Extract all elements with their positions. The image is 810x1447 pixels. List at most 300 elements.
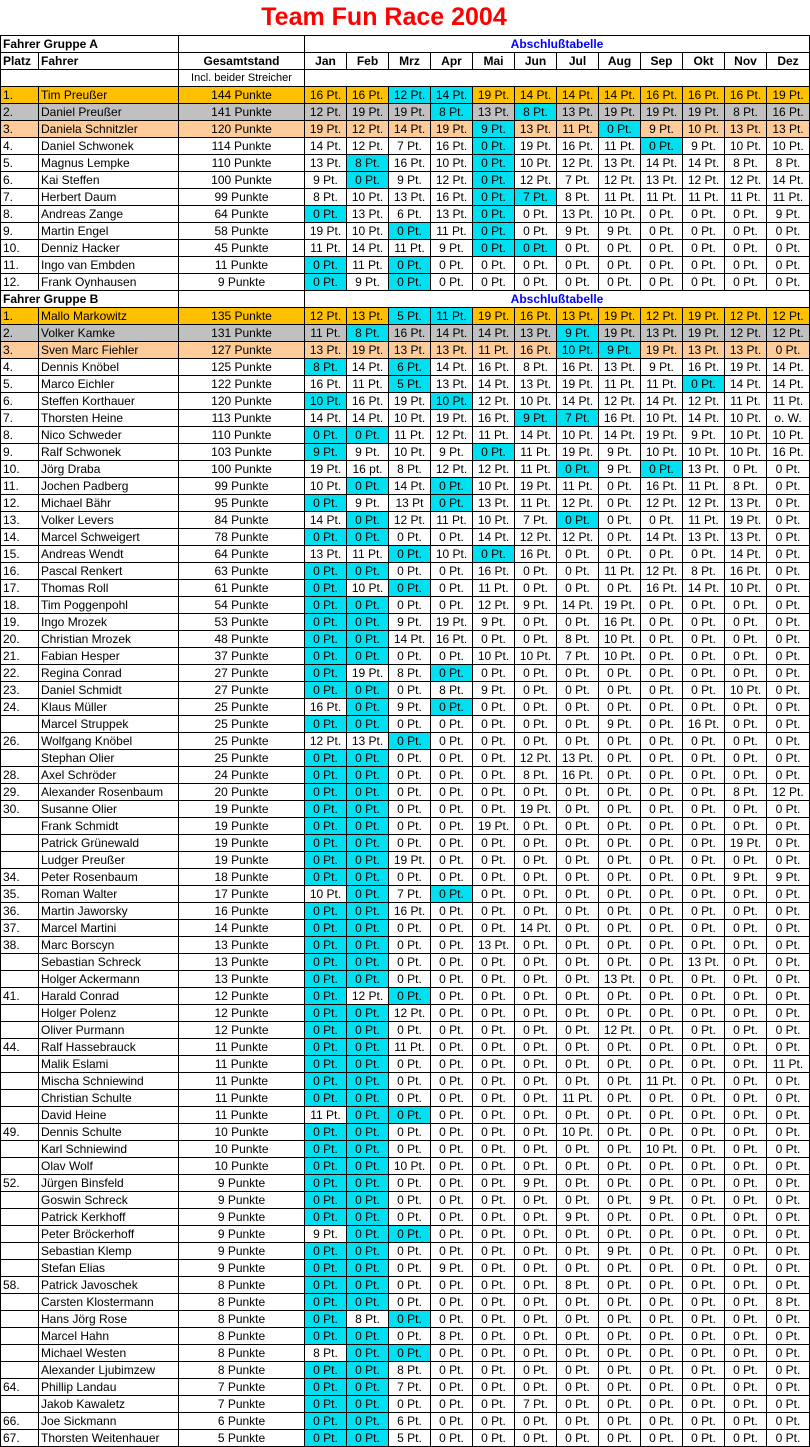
month-points: 0 Pt. — [683, 1005, 725, 1022]
month-points: 13 Pt. — [347, 733, 389, 750]
month-points: 0 Pt. — [641, 223, 683, 240]
table-row — [1, 444, 810, 461]
month-points: 0 Pt. — [305, 631, 347, 648]
month-points: 9 Pt. — [557, 1209, 599, 1226]
month-points: 0 Pt. — [767, 1328, 810, 1345]
total-points: 11 Punkte — [179, 1107, 305, 1124]
month-points: 0 Pt. — [683, 1226, 725, 1243]
month-points: 9 Pt. — [767, 206, 810, 223]
month-points: 12 Pt. — [473, 461, 515, 478]
month-points: 0 Pt. — [305, 597, 347, 614]
month-points: 0 Pt. — [641, 1294, 683, 1311]
driver-name: Andreas Zange — [39, 206, 179, 223]
month-points: 0 Pt. — [305, 1311, 347, 1328]
total-points: 5 Punkte — [179, 1430, 305, 1447]
month-points: 0 Pt. — [599, 1056, 641, 1073]
month-points: 0 Pt. — [473, 1073, 515, 1090]
month-points: 0 Pt. — [767, 1192, 810, 1209]
month-points: 14 Pt. — [473, 529, 515, 546]
month-points: 13 Pt. — [725, 529, 767, 546]
month-points: 0 Pt. — [767, 546, 810, 563]
month-points: 0 Pt. — [641, 1260, 683, 1277]
month-points: 0 Pt. — [305, 257, 347, 274]
rank-cell: 11. — [1, 257, 39, 274]
month-points: 16 Pt. — [767, 444, 810, 461]
total-points: 19 Punkte — [179, 818, 305, 835]
month-points: 0 Pt. — [725, 1243, 767, 1260]
month-points: 13 Pt. — [389, 189, 431, 206]
driver-name: Stefan Elias — [39, 1260, 179, 1277]
month-points: 0 Pt. — [305, 954, 347, 971]
month-points: 0 Pt. — [725, 1039, 767, 1056]
driver-name: Holger Polenz — [39, 1005, 179, 1022]
month-points: 0 Pt. — [473, 257, 515, 274]
month-points: 0 Pt. — [641, 597, 683, 614]
month-points: 11 Pt. — [641, 1073, 683, 1090]
month-points: 0 Pt. — [557, 801, 599, 818]
month-points: 16 Pt. — [431, 631, 473, 648]
month-points: 6 Pt. — [389, 206, 431, 223]
month-points: 0 Pt. — [305, 1192, 347, 1209]
month-points: 9 Pt. — [389, 699, 431, 716]
month-points: 0 Pt. — [431, 818, 473, 835]
month-points: 0 Pt. — [389, 1175, 431, 1192]
month-points: 9 Pt. — [347, 495, 389, 512]
rank-cell: 24. — [1, 699, 39, 716]
month-points: 13 Pt. — [641, 172, 683, 189]
driver-name: Harald Conrad — [39, 988, 179, 1005]
month-points: 0 Pt. — [725, 461, 767, 478]
month-points: 16 Pt. — [557, 359, 599, 376]
rank-cell — [1, 1311, 39, 1328]
group-header-row — [1, 291, 810, 308]
month-points: 0 Pt. — [431, 580, 473, 597]
driver-name: Susanne Olier — [39, 801, 179, 818]
rank-cell: 17. — [1, 580, 39, 597]
month-points: 11 Pt. — [641, 189, 683, 206]
month-points: 16 Pt. — [473, 410, 515, 427]
table-row — [1, 682, 810, 699]
month-points: 0 Pt. — [767, 767, 810, 784]
rank-cell: 49. — [1, 1124, 39, 1141]
table-row — [1, 1362, 810, 1379]
month-points: 0 Pt. — [641, 614, 683, 631]
month-points: 9 Pt. — [347, 444, 389, 461]
driver-name: Stephan Olier — [39, 750, 179, 767]
month-points: 13 Pt. — [557, 750, 599, 767]
month-points: 0 Pt. — [767, 1396, 810, 1413]
month-points: 0 Pt. — [557, 665, 599, 682]
month-points: 0 Pt. — [557, 614, 599, 631]
month-points: 0 Pt. — [431, 1124, 473, 1141]
rank-cell: 9. — [1, 444, 39, 461]
rank-cell: 1. — [1, 87, 39, 104]
rank-cell — [1, 1396, 39, 1413]
month-points: 0 Pt. — [599, 512, 641, 529]
rank-cell: 3. — [1, 342, 39, 359]
month-points: 19 Pt. — [557, 444, 599, 461]
month-points: 9 Pt. — [683, 427, 725, 444]
month-points: 16 Pt. — [557, 767, 599, 784]
month-points: 12 Pt. — [347, 138, 389, 155]
month-points: 7 Pt. — [389, 138, 431, 155]
month-points: 0 Pt. — [767, 1039, 810, 1056]
month-points: 16 Pt. — [305, 87, 347, 104]
streicher-note: Incl. beider Streicher — [179, 70, 305, 87]
month-points: 0 Pt. — [431, 852, 473, 869]
table-row — [1, 1090, 810, 1107]
group-header-spacer — [179, 36, 305, 53]
month-points: 0 Pt. — [389, 1192, 431, 1209]
table-row — [1, 1039, 810, 1056]
month-points: 16 Pt. — [683, 716, 725, 733]
total-points: 12 Punkte — [179, 988, 305, 1005]
month-points: 0 Pt. — [347, 954, 389, 971]
month-points: 0 Pt. — [431, 903, 473, 920]
month-header: Aug — [599, 53, 641, 70]
month-points: 13 Pt. — [683, 954, 725, 971]
month-points: 0 Pt. — [347, 801, 389, 818]
month-points: 0 Pt. — [473, 665, 515, 682]
month-points: 0 Pt. — [725, 1396, 767, 1413]
month-points: 10 Pt. — [431, 546, 473, 563]
month-points: 0 Pt. — [641, 750, 683, 767]
month-points: 0 Pt. — [389, 835, 431, 852]
month-points: 0 Pt. — [599, 495, 641, 512]
month-points: 0 Pt. — [767, 818, 810, 835]
month-points: 0 Pt. — [347, 529, 389, 546]
total-points: 6 Punkte — [179, 1413, 305, 1430]
month-points: 0 Pt. — [599, 1175, 641, 1192]
month-points: 0 Pt. — [515, 563, 557, 580]
month-points: 7 Pt. — [557, 172, 599, 189]
month-points: 0 Pt. — [473, 223, 515, 240]
total-points: 135 Punkte — [179, 308, 305, 325]
month-points: 0 Pt. — [599, 801, 641, 818]
month-points: 12 Pt. — [641, 495, 683, 512]
month-points: 19 Pt. — [389, 852, 431, 869]
month-points: 8 Pt. — [767, 1294, 810, 1311]
month-points: 0 Pt. — [767, 1311, 810, 1328]
month-points: 0 Pt. — [515, 699, 557, 716]
month-points: 0 Pt. — [557, 1192, 599, 1209]
month-points: 19 Pt. — [473, 308, 515, 325]
month-points: 0 Pt. — [599, 1311, 641, 1328]
table-row — [1, 495, 810, 512]
total-points: 7 Punkte — [179, 1396, 305, 1413]
table-row — [1, 529, 810, 546]
month-points: 0 Pt. — [473, 1311, 515, 1328]
month-points: 0 Pt. — [473, 1226, 515, 1243]
month-points: 0 Pt. — [347, 1056, 389, 1073]
month-points: 0 Pt. — [515, 1345, 557, 1362]
total-points: 84 Punkte — [179, 512, 305, 529]
table-row — [1, 903, 810, 920]
month-points: 0 Pt. — [767, 852, 810, 869]
driver-name: Frank Oynhausen — [39, 274, 179, 291]
month-points: 10 Pt. — [347, 189, 389, 206]
month-points: 0 Pt. — [557, 1005, 599, 1022]
month-points: 11 Pt. — [431, 512, 473, 529]
month-points: 7 Pt. — [515, 189, 557, 206]
note-spacer — [1, 70, 179, 87]
month-points: 0 Pt. — [431, 1022, 473, 1039]
total-points: 9 Punkte — [179, 1209, 305, 1226]
month-points: 0 Pt. — [683, 1260, 725, 1277]
month-points: 0 Pt. — [599, 699, 641, 716]
month-points: 0 Pt. — [557, 1413, 599, 1430]
rank-cell: 7. — [1, 410, 39, 427]
rank-cell: 4. — [1, 138, 39, 155]
table-row — [1, 1073, 810, 1090]
month-points: 0 Pt. — [305, 750, 347, 767]
month-points: 0 Pt. — [431, 869, 473, 886]
month-points: 0 Pt. — [641, 648, 683, 665]
month-points: 11 Pt. — [305, 240, 347, 257]
month-points: 0 Pt. — [557, 733, 599, 750]
month-points: 0 Pt. — [725, 1005, 767, 1022]
month-points: 0 Pt. — [305, 682, 347, 699]
month-points: 11 Pt. — [389, 1039, 431, 1056]
month-points: 0 Pt. — [641, 767, 683, 784]
driver-name: Daniela Schnitzler — [39, 121, 179, 138]
total-points: 141 Punkte — [179, 104, 305, 121]
table-row — [1, 274, 810, 291]
month-points: 0 Pt. — [641, 835, 683, 852]
total-points: 64 Punkte — [179, 546, 305, 563]
rank-cell — [1, 1243, 39, 1260]
month-points: 0 Pt. — [305, 801, 347, 818]
month-points: 11 Pt. — [473, 580, 515, 597]
month-points: 7 Pt. — [557, 648, 599, 665]
month-points: 14 Pt. — [767, 172, 810, 189]
month-points: 13 Pt. — [683, 529, 725, 546]
month-points: 8 Pt. — [515, 104, 557, 121]
rank-cell — [1, 1107, 39, 1124]
month-points: 12 Pt. — [515, 172, 557, 189]
month-points: 14 Pt. — [389, 478, 431, 495]
total-points: 110 Punkte — [179, 155, 305, 172]
table-row — [1, 104, 810, 121]
driver-name: Holger Ackermann — [39, 971, 179, 988]
month-points: 0 Pt. — [725, 1022, 767, 1039]
month-points: 0 Pt. — [683, 240, 725, 257]
month-points: 13 Pt. — [473, 104, 515, 121]
rank-cell: 12. — [1, 274, 39, 291]
month-points: 0 Pt. — [389, 1396, 431, 1413]
month-points: 0 Pt. — [431, 1277, 473, 1294]
month-points: 0 Pt. — [431, 1413, 473, 1430]
rank-cell — [1, 1056, 39, 1073]
month-points: 0 Pt. — [725, 1328, 767, 1345]
month-points: 0 Pt. — [557, 1107, 599, 1124]
month-points: 0 Pt. — [683, 852, 725, 869]
driver-name: Thorsten Heine — [39, 410, 179, 427]
month-points: 0 Pt. — [473, 189, 515, 206]
month-points: 0 Pt. — [431, 1192, 473, 1209]
month-points: 0 Pt. — [683, 1175, 725, 1192]
month-points: 0 Pt. — [473, 444, 515, 461]
month-points: 19 Pt. — [347, 665, 389, 682]
month-points: 0 Pt. — [515, 631, 557, 648]
month-points: 0 Pt. — [641, 1056, 683, 1073]
month-points: 0 Pt. — [347, 716, 389, 733]
rank-cell: 6. — [1, 172, 39, 189]
month-points: 0 Pt. — [557, 1311, 599, 1328]
month-points: 8 Pt. — [725, 155, 767, 172]
month-points: 0 Pt. — [557, 1175, 599, 1192]
driver-name: Goswin Schreck — [39, 1192, 179, 1209]
month-points: 0 Pt. — [389, 1277, 431, 1294]
month-points: 9 Pt. — [683, 138, 725, 155]
month-points: 0 Pt. — [515, 1294, 557, 1311]
month-points: 0 Pt. — [389, 750, 431, 767]
month-points: 0 Pt. — [305, 1362, 347, 1379]
month-points: 0 Pt. — [473, 835, 515, 852]
table-row — [1, 410, 810, 427]
month-points: 0 Pt. — [389, 546, 431, 563]
driver-name: Daniel Schwonek — [39, 138, 179, 155]
month-points: 14 Pt. — [431, 325, 473, 342]
month-points: 0 Pt. — [473, 1107, 515, 1124]
total-points: 10 Punkte — [179, 1158, 305, 1175]
month-points: 0 Pt. — [431, 1141, 473, 1158]
month-points: 0 Pt. — [431, 1379, 473, 1396]
month-points: 13 Pt. — [347, 206, 389, 223]
month-points: 0 Pt. — [683, 1141, 725, 1158]
month-points: 11 Pt. — [767, 189, 810, 206]
month-points: 0 Pt. — [641, 869, 683, 886]
month-points: 0 Pt. — [725, 1226, 767, 1243]
table-row — [1, 478, 810, 495]
month-points: 10 Pt. — [641, 410, 683, 427]
month-points: 0 Pt. — [515, 240, 557, 257]
driver-name: Andreas Wendt — [39, 546, 179, 563]
month-points: 0 Pt. — [473, 1056, 515, 1073]
month-points: 0 Pt. — [683, 750, 725, 767]
month-points: 0 Pt. — [557, 1430, 599, 1447]
month-points: 0 Pt. — [431, 1396, 473, 1413]
table-row — [1, 648, 810, 665]
driver-name: Daniel Preußer — [39, 104, 179, 121]
month-points: 0 Pt. — [389, 1022, 431, 1039]
month-points: 0 Pt. — [683, 1039, 725, 1056]
total-points: 120 Punkte — [179, 121, 305, 138]
driver-name: Hans Jörg Rose — [39, 1311, 179, 1328]
month-points: 0 Pt. — [473, 240, 515, 257]
month-points: 12 Pt. — [305, 104, 347, 121]
table-row — [1, 1413, 810, 1430]
driver-name: Karl Schniewind — [39, 1141, 179, 1158]
rank-cell — [1, 1345, 39, 1362]
table-row — [1, 665, 810, 682]
month-points: 0 Pt. — [305, 818, 347, 835]
month-points: 0 Pt. — [641, 733, 683, 750]
total-points: 125 Punkte — [179, 359, 305, 376]
total-points: 54 Punkte — [179, 597, 305, 614]
total-points: 8 Punkte — [179, 1362, 305, 1379]
month-points: 9 Pt. — [473, 614, 515, 631]
driver-name: Marcel Schweigert — [39, 529, 179, 546]
month-points: 0 Pt. — [431, 716, 473, 733]
month-points: 9 Pt. — [473, 682, 515, 699]
total-points: 10 Punkte — [179, 1124, 305, 1141]
month-points: 0 Pt. — [431, 920, 473, 937]
month-points: 0 Pt. — [347, 920, 389, 937]
month-points: 9 Pt. — [599, 223, 641, 240]
rank-cell — [1, 1260, 39, 1277]
month-points: 0 Pt. — [683, 699, 725, 716]
month-points: 13 Pt. — [305, 546, 347, 563]
month-points: 0 Pt. — [347, 869, 389, 886]
driver-name: Christian Mrozek — [39, 631, 179, 648]
total-points: 9 Punkte — [179, 1260, 305, 1277]
rank-cell: 66. — [1, 1413, 39, 1430]
month-points: 13 Pt. — [305, 342, 347, 359]
month-points: 14 Pt. — [347, 410, 389, 427]
month-points: 0 Pt. — [473, 750, 515, 767]
month-points: 0 Pt. — [767, 1430, 810, 1447]
total-points: 18 Punkte — [179, 869, 305, 886]
month-header: Okt — [683, 53, 725, 70]
total-points: 17 Punkte — [179, 886, 305, 903]
month-header: Sep — [641, 53, 683, 70]
month-points: 0 Pt. — [641, 138, 683, 155]
month-points: 0 Pt. — [305, 1379, 347, 1396]
driver-name: David Heine — [39, 1107, 179, 1124]
month-points: 0 Pt. — [599, 1090, 641, 1107]
month-points: 0 Pt. — [557, 461, 599, 478]
month-points: 9 Pt. — [431, 444, 473, 461]
standings-table — [0, 35, 810, 1447]
month-points: 0 Pt. — [431, 478, 473, 495]
month-points: 0 Pt. — [431, 1056, 473, 1073]
month-points: 0 Pt. — [683, 767, 725, 784]
month-points: 9 Pt. — [305, 444, 347, 461]
month-points: 0 Pt. — [725, 716, 767, 733]
month-points: 11 Pt. — [557, 121, 599, 138]
month-points: 0 Pt. — [767, 1107, 810, 1124]
month-points: 16 Pt. — [683, 359, 725, 376]
driver-name: Martin Engel — [39, 223, 179, 240]
month-points: 0 Pt. — [767, 1005, 810, 1022]
month-points: 0 Pt. — [725, 240, 767, 257]
month-points: 0 Pt. — [347, 699, 389, 716]
month-points: 0 Pt. — [725, 886, 767, 903]
month-points: 0 Pt. — [431, 495, 473, 512]
table-row — [1, 1175, 810, 1192]
rank-cell: 7. — [1, 189, 39, 206]
table-row — [1, 206, 810, 223]
month-points: 0 Pt. — [347, 427, 389, 444]
month-points: 0 Pt. — [557, 784, 599, 801]
month-points: 0 Pt. — [347, 1294, 389, 1311]
month-points: 0 Pt. — [683, 274, 725, 291]
month-points: 0 Pt. — [347, 563, 389, 580]
total-points: 64 Punkte — [179, 206, 305, 223]
month-points: 13 Pt. — [515, 376, 557, 393]
month-points: 0 Pt. — [683, 1396, 725, 1413]
month-points: 0 Pt. — [347, 1073, 389, 1090]
month-points: 0 Pt. — [599, 784, 641, 801]
month-points: 0 Pt. — [557, 971, 599, 988]
rank-cell: 35. — [1, 886, 39, 903]
month-points: 0 Pt. — [767, 1141, 810, 1158]
month-points: 11 Pt. — [725, 189, 767, 206]
month-points: 14 Pt. — [305, 410, 347, 427]
month-points: 10 Pt. — [557, 1124, 599, 1141]
month-points: 0 Pt. — [641, 461, 683, 478]
